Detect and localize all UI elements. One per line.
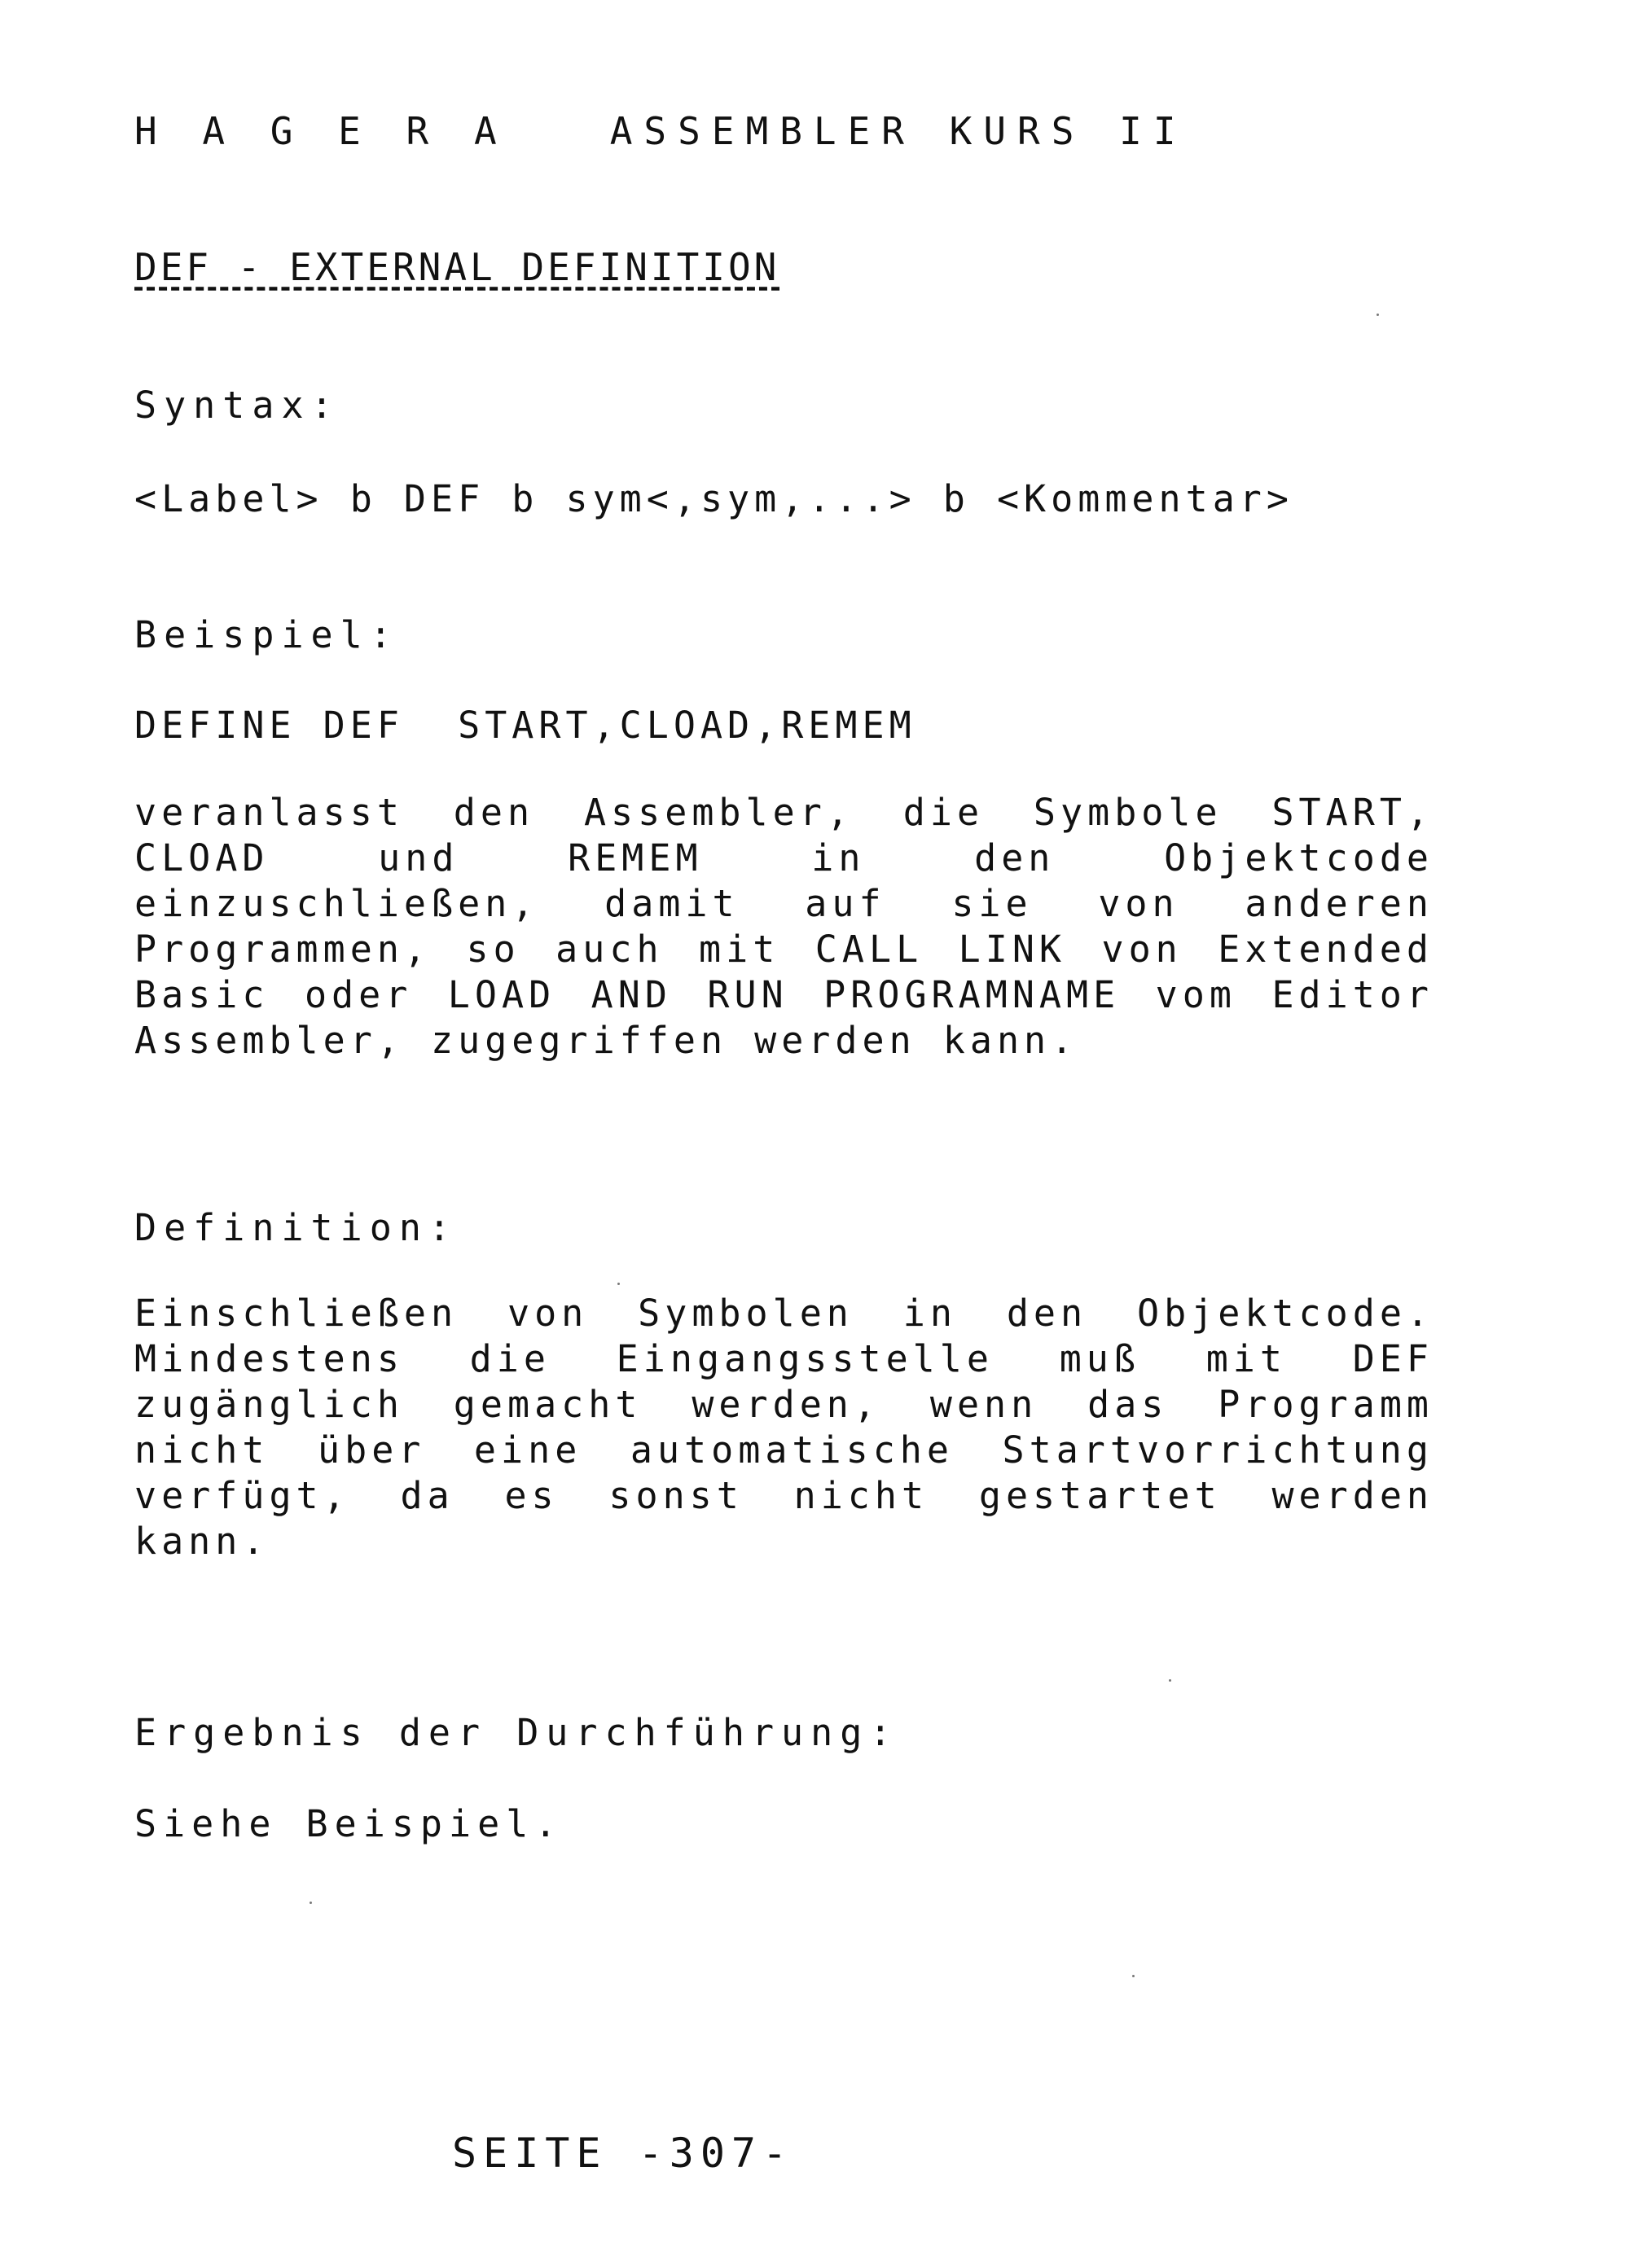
- example-label: Beispiel:: [134, 613, 399, 656]
- result-label: Ergebnis der Durchführung:: [134, 1711, 899, 1754]
- scan-speck: [1132, 1975, 1135, 1977]
- scan-speck: [310, 1902, 312, 1904]
- page-number-footer: SEITE -307-: [452, 2130, 794, 2177]
- scan-speck: [1169, 1679, 1171, 1682]
- definition-label: Definition:: [134, 1206, 459, 1249]
- document-header: H A G E R A ASSEMBLER KURS II: [134, 109, 1188, 153]
- definition-paragraph: Einschließen von Symbolen in den Objektcode. Mindestens die Eingangsstelle muß mit DEF zugänglich gemacht werden, wenn das Programm nicht über eine automatische Startvorrichtung verfügt, da es sonst nicht gestartet werden kann.: [134, 1292, 1434, 1563]
- syntax-label: Syntax:: [134, 384, 340, 427]
- scan-speck: [617, 1283, 620, 1285]
- example-code: DEFINE DEF START,CLOAD,REMEM: [134, 704, 916, 747]
- example-paragraph: veranlasst den Assembler, die Symbole START, CLOAD und REMEM in den Objektcode einzuschließen, damit auf sie von anderen Programmen, so auch mit CALL LINK von Extended Basic oder LOAD AND RUN PROGRAMNAME vom Editor Assembler, zugegriffen werden kann.: [134, 791, 1434, 1062]
- section-title: DEF - EXTERNAL DEFINITION: [134, 245, 780, 289]
- result-text: Siehe Beispiel.: [134, 1802, 564, 1845]
- syntax-line: <Label> b DEF b sym<,sym,...> b <Kommentar>: [134, 477, 1293, 520]
- scan-speck: [1377, 314, 1379, 316]
